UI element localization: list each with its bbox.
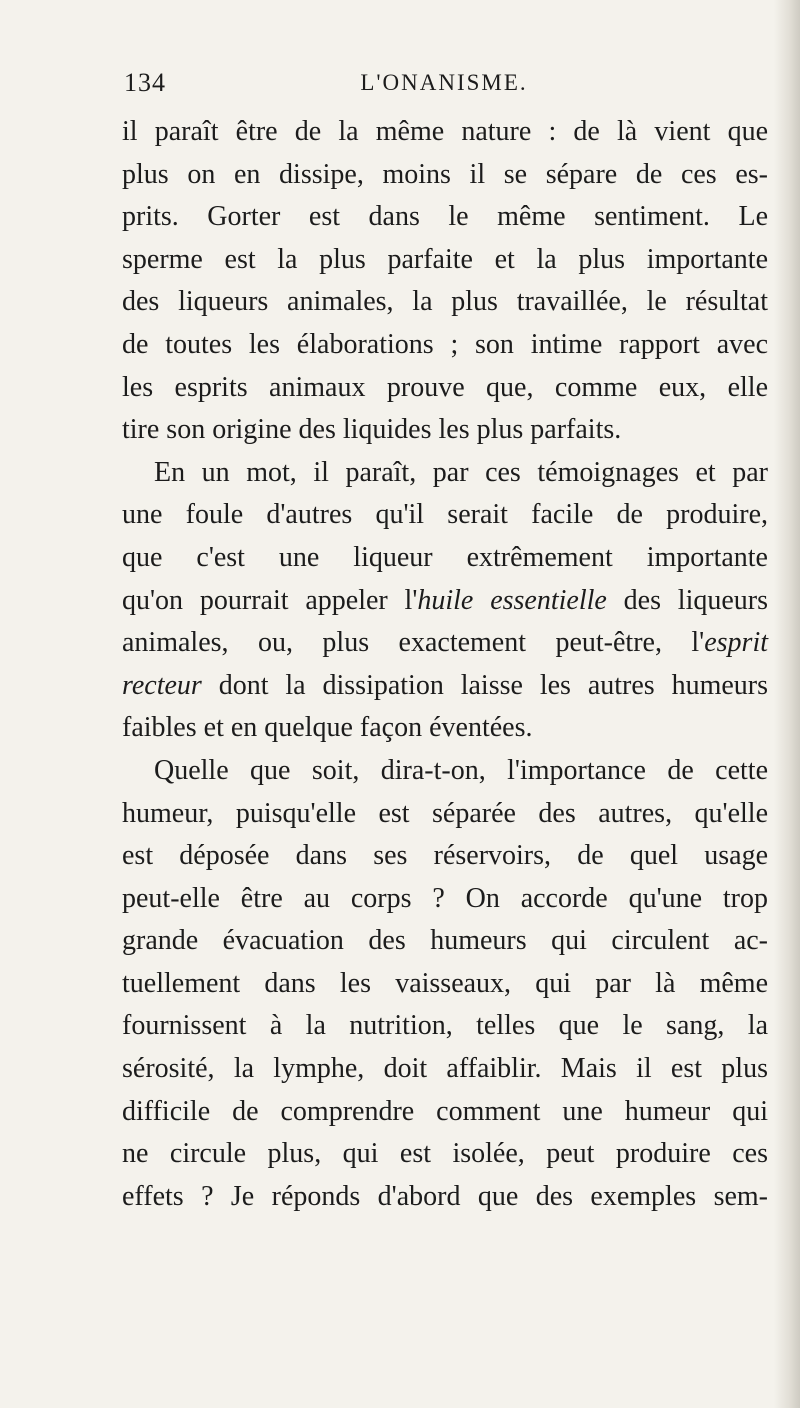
text-line: difficile de comprendre comment une humeur qui xyxy=(122,1095,768,1127)
text-line: ne circule plus, qui est isolée, peut produire ces xyxy=(122,1138,768,1170)
text-line: faibles et en quelque façon éventées. xyxy=(122,712,533,744)
text-line: que c'est une liqueur extrêmement importante xyxy=(122,541,768,573)
page-edge-shadow xyxy=(774,0,800,1408)
text-line: prits. Gorter est dans le même sentiment. Le xyxy=(122,201,768,233)
text-line: est déposée dans ses réservoirs, de quel usage xyxy=(122,840,768,872)
text-line: les esprits animaux prouve que, comme eux, elle xyxy=(122,371,768,403)
text-line: qu'on pourrait appeler l'huile essentielle des liqueurs xyxy=(122,584,768,616)
page-header xyxy=(124,68,764,108)
text-line: Quelle que soit, dira-t-on, l'importance de cette xyxy=(154,754,768,786)
text-line: En un mot, il paraît, par ces témoignages et par xyxy=(154,456,768,488)
body-text xyxy=(122,111,768,1218)
text-line: plus on en dissipe, moins il se sépare de ces es- xyxy=(122,158,768,190)
text-line: humeur, puisqu'elle est séparée des autres, qu'elle xyxy=(122,797,768,829)
running-title: L'ONANISME. xyxy=(360,70,528,95)
text-line: peut-elle être au corps ? On accorde qu'une trop xyxy=(122,882,768,914)
text-line: effets ? Je réponds d'abord que des exemples sem- xyxy=(122,1180,768,1212)
text-line: recteur dont la dissipation laisse les autres humeurs xyxy=(122,669,768,701)
text-line: fournissent à la nutrition, telles que le sang, la xyxy=(122,1010,768,1042)
italic-phrase: esprit xyxy=(704,627,768,659)
italic-phrase: recteur xyxy=(122,669,202,701)
text-line: tuellement dans les vaisseaux, qui par là même xyxy=(122,967,768,999)
text-line: sperme est la plus parfaite et la plus importante xyxy=(122,243,768,275)
text-line: animales, ou, plus exactement peut-être, l'esprit xyxy=(122,627,768,659)
text-line: sérosité, la lymphe, doit affaiblir. Mais il est plus xyxy=(122,1053,768,1085)
text-line: il paraît être de la même nature : de là vient que xyxy=(122,116,768,147)
text-line: une foule d'autres qu'il serait facile de produire, xyxy=(122,499,768,531)
text-line: de toutes les élaborations ; son intime rapport avec xyxy=(122,328,768,360)
text-line: des liqueurs animales, la plus travaillée, le résultat xyxy=(122,286,768,318)
italic-phrase: huile essentielle xyxy=(417,584,607,616)
text-line: tire son origine des liquides les plus parfaits. xyxy=(122,414,622,446)
page-number: 134 xyxy=(124,68,166,97)
text-line: grande évacuation des humeurs qui circulent ac- xyxy=(122,925,768,957)
